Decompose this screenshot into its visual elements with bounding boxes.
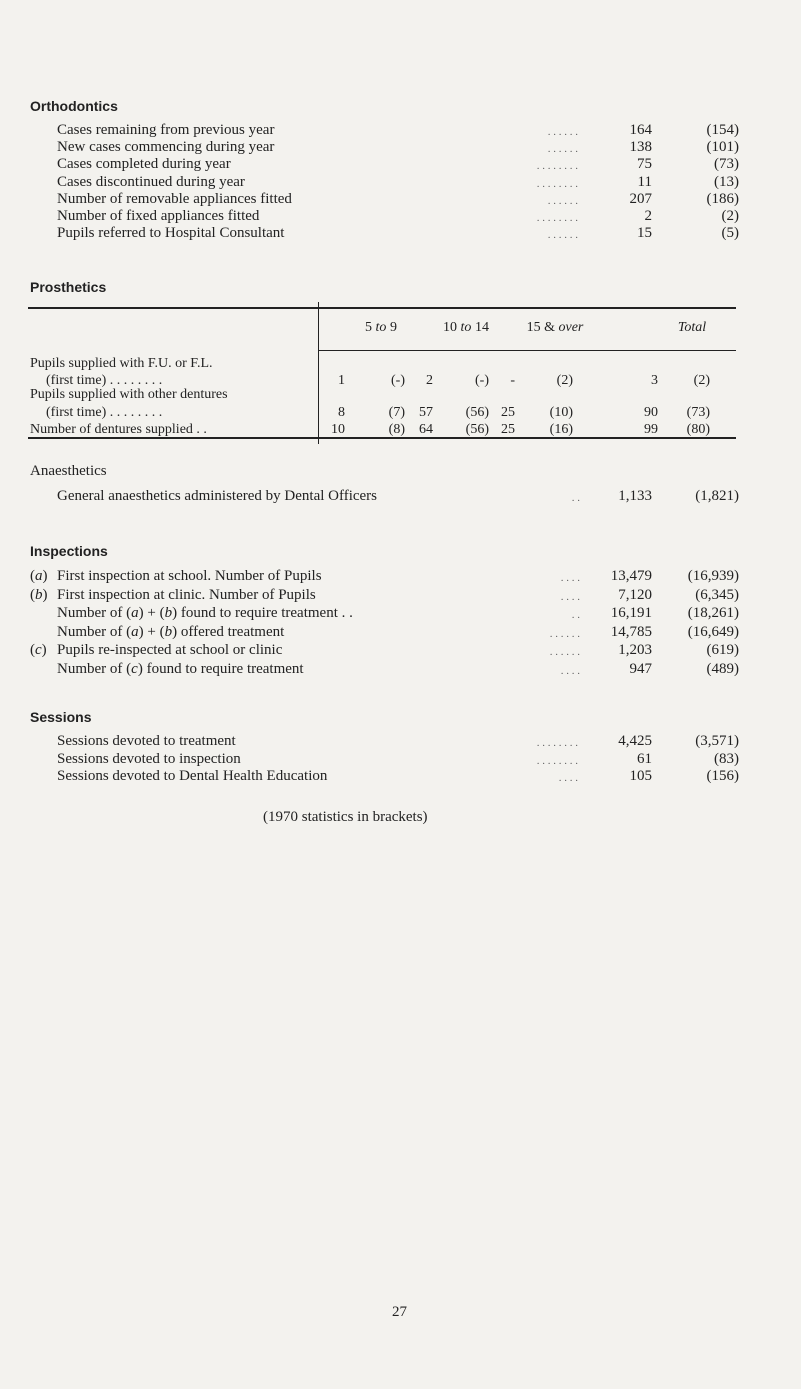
leader-dots: . . . . . . . .	[536, 212, 578, 224]
table-cell: 25	[501, 422, 515, 437]
item-label: Pupils referred to Hospital Consultant	[57, 225, 285, 242]
orthodontics-heading: Orthodontics	[30, 98, 118, 114]
item-previous-year: (16,649)	[687, 623, 739, 640]
table-cell: (2)	[556, 373, 573, 388]
item-previous-year: (2)	[721, 208, 739, 224]
footnote: (1970 statistics in brackets)	[263, 809, 428, 825]
item-value: 4,425	[618, 733, 652, 749]
leader-dots: . . . . . .	[547, 143, 578, 156]
item-value: 164	[629, 122, 652, 138]
table-cell: 1	[338, 373, 345, 388]
table-cell: -	[510, 373, 515, 388]
item-label: Number of fixed appliances fitted	[57, 208, 260, 224]
item-value: 75	[637, 156, 652, 173]
table-cell: 99	[644, 422, 658, 437]
table-header-rule	[319, 350, 736, 351]
item-previous-year: (6,345)	[695, 586, 739, 603]
table-cell: 57	[419, 405, 433, 420]
item-prefix: (a)	[30, 568, 48, 584]
row-label: Pupils supplied with F.U. or F.L.	[30, 356, 213, 371]
table-cell: 25	[501, 405, 515, 420]
list-item	[0, 642, 801, 662]
item-label: New cases commencing during year	[57, 139, 275, 156]
item-previous-year: (154)	[706, 122, 739, 138]
item-previous-year: (83)	[714, 750, 739, 767]
leader-dots: . . . . . .	[547, 229, 578, 242]
item-label: Number of (a) + (b) offered treatment	[57, 623, 285, 640]
list-item	[0, 768, 801, 788]
item-previous-year: (73)	[714, 156, 739, 173]
table-cell: (7)	[388, 405, 405, 420]
list-item	[0, 568, 801, 588]
leader-dots: . . . .	[560, 664, 580, 677]
table-cell: (73)	[686, 405, 710, 420]
table-cell: (2)	[693, 373, 710, 388]
table-cell: (80)	[686, 422, 710, 437]
item-label: First inspection at clinic. Number of Pupils	[57, 586, 316, 603]
table-column-divider	[318, 302, 319, 444]
leader-dots: . . . . . .	[547, 194, 578, 207]
leader-dots: . . . .	[558, 772, 578, 784]
item-value: 14,785	[610, 623, 652, 640]
list-item	[0, 225, 801, 245]
row-label: Number of dentures supplied . .	[30, 422, 207, 437]
item-label: Pupils re-inspected at school or clinic	[57, 642, 283, 658]
anaesthetics-heading: Anaesthetics	[30, 463, 107, 479]
leader-dots: . . . . . . . .	[536, 160, 578, 173]
item-label: Sessions devoted to inspection	[57, 750, 241, 767]
inspections-heading: Inspections	[30, 543, 108, 559]
item-label: Sessions devoted to treatment	[57, 733, 236, 749]
column-header: 10 to 14	[443, 320, 489, 335]
item-value: 13,479	[610, 568, 652, 584]
table-cell: 10	[331, 422, 345, 437]
item-value: 1,133	[618, 488, 652, 504]
item-previous-year: (101)	[706, 139, 739, 156]
row-label: (first time) . . . . . . . .	[46, 405, 163, 420]
item-label: Number of (a) + (b) found to require treatment . .	[57, 605, 353, 621]
item-previous-year: (13)	[714, 173, 739, 190]
table-cell: (16)	[549, 422, 573, 437]
item-label: Number of removable appliances fitted	[57, 190, 292, 207]
list-item	[0, 661, 801, 681]
leader-dots: . . . .	[560, 590, 580, 603]
item-previous-year: (16,939)	[687, 568, 739, 584]
item-previous-year: (1,821)	[695, 488, 739, 504]
item-prefix: (b)	[30, 586, 48, 603]
item-value: 11	[637, 173, 652, 190]
item-value: 7,120	[618, 586, 652, 603]
table-cell: (10)	[549, 405, 573, 420]
item-previous-year: (156)	[706, 768, 739, 784]
table-cell: 2	[426, 373, 433, 388]
item-previous-year: (489)	[706, 660, 739, 677]
prosthetics-heading: Prosthetics	[30, 279, 107, 295]
item-value: 2	[644, 208, 652, 224]
leader-dots: . .	[571, 609, 580, 621]
item-value: 947	[629, 660, 652, 677]
table-cell: (56)	[465, 422, 489, 437]
table-cell: 90	[644, 405, 658, 420]
leader-dots: . . . . . . . .	[536, 177, 578, 190]
item-label: First inspection at school. Number of Pupils	[57, 568, 322, 584]
item-label: General anaesthetics administered by Dental Officers	[57, 488, 378, 504]
sessions-heading: Sessions	[30, 709, 92, 725]
item-label: Cases remaining from previous year	[57, 122, 275, 138]
item-label: Cases discontinued during year	[57, 173, 245, 190]
item-value: 16,191	[610, 605, 652, 621]
table-cell: (56)	[465, 405, 489, 420]
list-item	[0, 624, 801, 644]
item-value: 105	[629, 768, 652, 784]
item-previous-year: (186)	[706, 190, 739, 207]
list-item	[0, 587, 801, 607]
item-previous-year: (18,261)	[687, 605, 739, 621]
item-prefix: (c)	[30, 642, 47, 658]
item-label: Cases completed during year	[57, 156, 231, 173]
table-cell: 64	[419, 422, 433, 437]
leader-dots: . . . . . .	[547, 126, 578, 138]
table-cell: (-)	[475, 373, 489, 388]
column-header: 5 to 9	[365, 320, 397, 335]
column-header: 15 & over	[526, 320, 584, 335]
item-value: 138	[629, 139, 652, 156]
list-item	[0, 488, 801, 508]
table-cell: 3	[651, 373, 658, 388]
item-value: 61	[637, 750, 652, 767]
leader-dots: . . . . . .	[549, 646, 580, 658]
item-previous-year: (3,571)	[695, 733, 739, 749]
item-label: Sessions devoted to Dental Health Education	[57, 768, 328, 784]
item-label: Number of (c) found to require treatment	[57, 660, 304, 677]
table-cell: (8)	[388, 422, 405, 437]
item-previous-year: (619)	[706, 642, 739, 658]
item-value: 15	[637, 225, 652, 242]
list-item	[0, 605, 801, 625]
row-label: (first time) . . . . . . . .	[46, 373, 163, 388]
page-number: 27	[392, 1304, 407, 1320]
leader-dots: . .	[571, 492, 580, 504]
item-value: 1,203	[618, 642, 652, 658]
leader-dots: . . . . . . . .	[536, 737, 578, 749]
table-cell: (-)	[391, 373, 405, 388]
leader-dots: . . . . . .	[549, 627, 580, 640]
leader-dots: . . . . . . . .	[536, 754, 578, 767]
item-value: 207	[629, 190, 652, 207]
column-header: Total	[677, 320, 707, 335]
leader-dots: . . . .	[560, 572, 580, 584]
table-top-rule	[28, 307, 736, 309]
item-previous-year: (5)	[721, 225, 739, 242]
row-label: Pupils supplied with other dentures	[30, 387, 228, 402]
table-cell: 8	[338, 405, 345, 420]
